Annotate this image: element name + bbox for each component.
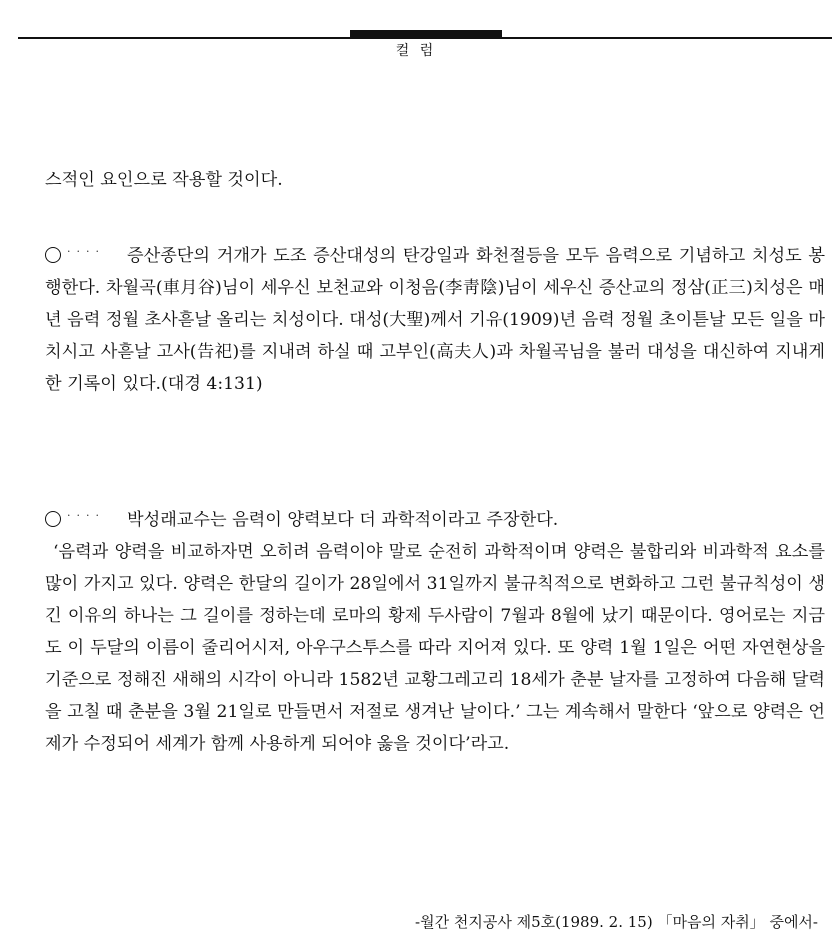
paragraph-1-marker: ····: [67, 245, 105, 258]
intro-line: 스적인 요인으로 작용할 것이다.: [45, 170, 283, 190]
circle-bullet-icon: [45, 247, 61, 263]
source-line: -월간 천지공사 제5호(1989. 2. 15) 「마음의 자취」 중에서-: [415, 913, 818, 931]
paragraph-2-quote: ‘음력과 양력을 비교하자면 오히려 음력이야 말로 순전히 과학적이며 양력은 불합리와 비과학적 요소를 많이 가지고 있다. 양력은 한달의 길이가 28일에서 31일까지 불규칙적으로 변화하고 그런 불규칙성이 생긴 이유의 하나는 그 길이를 정하는데 로마의 황제 두사람이 7월과 8월에 났기 때문이다. 영어로는 지금도 이 두달의 이름이 줄리어시저, 아우구스투스를 따라 지어져 있다. 또 양력 1월 1일은 어떤 자연현상을 기준으로 정해진 새해의 시각이 아니라 1582년 교황그레고리 18세가 춘분 날자를 고정하여 다음해 달력을 고칠 때 춘분을 3월 21일로 만들면서 저절로 생겨난 날이다.’ 그는 계속해서 말한다 ‘앞으로 양력은 언제가 수정되어 세계가 함께 사용하게 되어야 옳을 것이다’라고.: [45, 542, 825, 754]
paragraph-2-marker: ····: [67, 509, 105, 522]
paragraph-1: [45, 236, 825, 400]
section-label: 컬 럼: [395, 43, 437, 59]
header-rule-block: [350, 30, 502, 39]
paragraph-2: [45, 500, 825, 760]
circle-bullet-icon: [45, 511, 61, 527]
paragraph-2-lead: 박성래교수는 음력이 양력보다 더 과학적이라고 주장한다.: [127, 510, 559, 530]
paragraph-1-text: 증산종단의 거개가 도조 증산대성의 탄강일과 화천절등을 모두 음력으로 기념하고 치성도 봉행한다. 차월곡(車月谷)님이 세우신 보천교와 이청음(李靑陰)님이 세우신 증산교의 정삼(正三)치성은 매년 음력 정월 초사흗날 올리는 치성이다. 대성(大聖)께서 기유(1909)년 음력 정월 초이튿날 모든 일을 마치시고 사흗날 고사(告祀)를 지내려 하실 때 고부인(高夫人)과 차월곡님을 불러 대성을 대신하여 지내게 한 기록이 있다.(대경 4:131): [45, 246, 825, 394]
